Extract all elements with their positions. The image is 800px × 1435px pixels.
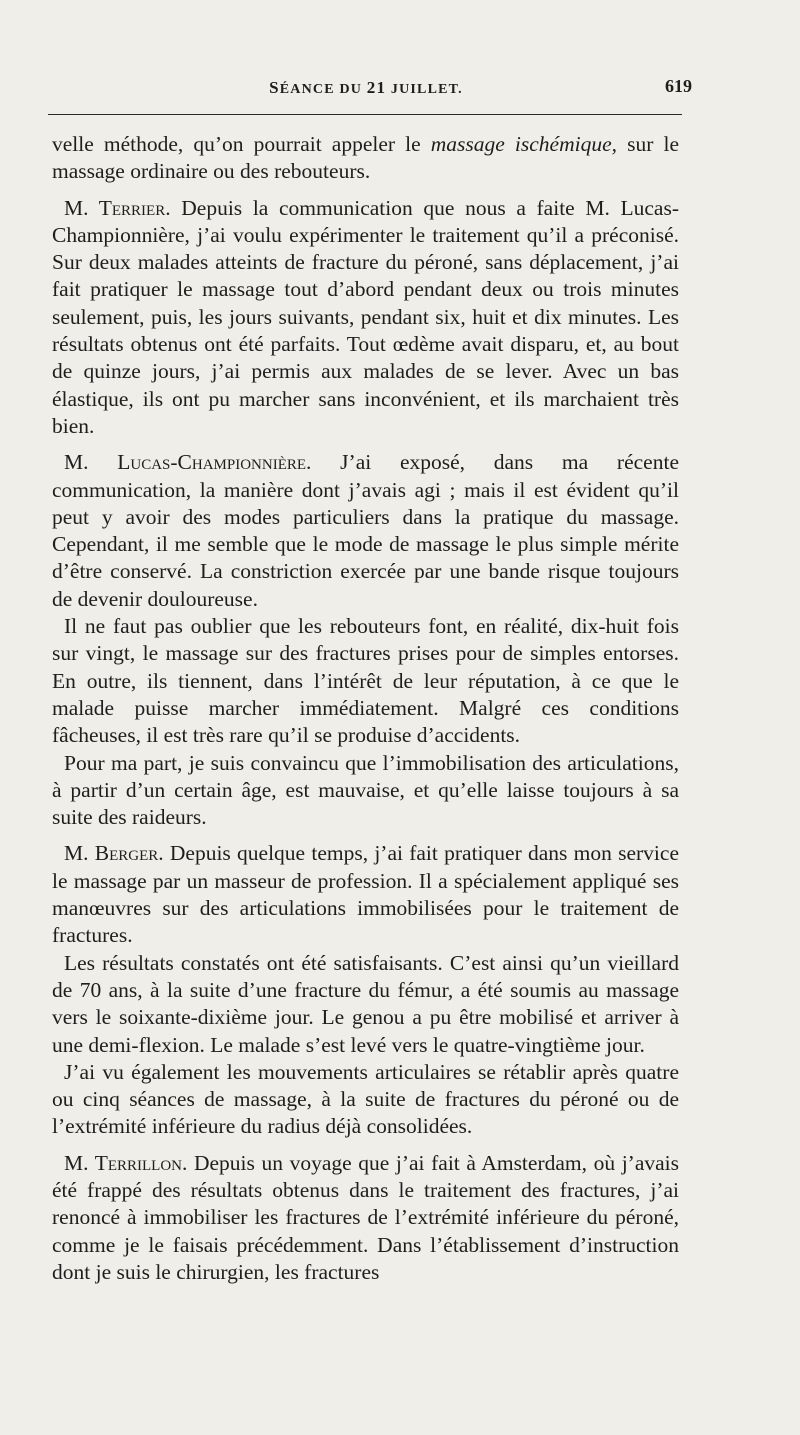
speaker-terrillon: M. Terrillon. [64, 1150, 188, 1175]
p9-text: Depuis un voyage que j’ai fait à Amsterdam, où j’avais été frappé des résultats obtenus dans le traitement des fractures, j’ai renoncé à immobiliser les fractures de l’extrémité inférieure du péroné, comme je le faisais précédemment. Dans l’établissement d’instruction dont je suis le chirurgien, les fractures [52, 1150, 679, 1284]
running-title [50, 78, 682, 98]
paragraph-3 [52, 449, 679, 613]
paragraph-8: J’ai vu également les mouvements articulaires se rétablir après quatre ou cinq séances de massage, à la suite de fractures du péroné ou de l’extrémité inférieure du radius déjà consolidées. [52, 1059, 679, 1139]
page-number: 619 [665, 76, 692, 96]
paragraph-9 [52, 1150, 679, 1286]
title-part-2: JUILLET. [386, 82, 463, 97]
p3-text: J’ai exposé, dans ma récente communication, la manière dont j’avais agi ; mais il est évident qu’il peut y avoir des modes particuliers dans la pratique du massage. Cependant, il me semble que le mode de massage le plus simple mérite d’être conservé. La constriction exercée par une bande risque toujours de devenir douloureuse. [52, 450, 679, 611]
header-rule [48, 114, 682, 115]
speaker-berger: M. Berger. [64, 841, 164, 866]
p6-text: Depuis quelque temps, j’ai fait pratiquer dans mon service le massage par un masseur de profession. Il a spécialement appliqué ses manœuvres sur des articulations immobilisées pour le traitement de fractures. [52, 841, 679, 948]
paragraph-6 [52, 840, 679, 949]
p1-text-b: , sur le massage ordinaire ou des rebouteurs. [52, 132, 679, 184]
paragraph-1 [52, 131, 679, 186]
running-header [50, 72, 692, 104]
speaker-terrier: M. Terrier. [64, 195, 171, 220]
speaker-lucas-championniere: M. Lucas-Championnière. [64, 450, 312, 475]
p1-text-a: velle méthode, qu’on pourrait appeler le [52, 132, 431, 156]
title-date: 21 [366, 78, 387, 97]
paragraph-4: Il ne faut pas oublier que les rebouteurs font, en réalité, dix-huit fois sur vingt, le massage sur des fractures prises pour de simples entorses. En outre, ils tiennent, dans l’intérêt de leur réputation, à ce que le malade puisse marcher immédiatement. Malgré ces conditions fâcheuses, il est très rare qu’il se produise d’accidents. [52, 614, 679, 748]
paragraph-5: Pour ma part, je suis convaincu que l’immobilisation des articulations, à partir d’un certain âge, est mauvaise, et qu’elle laisse toujours à sa suite des raideurs. [52, 750, 679, 830]
p2-text: Depuis la communication que nous a faite M. Lucas-Championnière, j’ai voulu expérimenter le traitement qu’il a préconisé. Sur deux malades atteints de fracture du péroné, sans déplacement, j’ai fait pratiquer le massage tout d’abord pendant deux ou trois minutes seulement, puis, les jours suivants, pendant six, huit et dix minutes. Les résultats obtenus ont été parfaits. Tout œdème avait disparu, et, au bout de quinze jours, j’ai permis aux malades de se lever. Avec un bas élastique, ils ont pu marcher sans inconvénient, et ils marchaient très bien. [52, 195, 679, 438]
title-part-1: ÉANCE DU [279, 82, 367, 97]
title-initial: S [269, 78, 280, 97]
paragraph-2 [52, 195, 679, 441]
paragraph-7: Les résultats constatés ont été satisfaisants. C’est ainsi qu’un vieillard de 70 ans, à la suite d’une fracture du fémur, a été soumis au massage vers le soixante-dixième jour. Le genou a pu être mobilisé et arriver à une demi-flexion. Le malade s’est levé vers le quatre-vingtième jour. [52, 950, 679, 1057]
body-text [52, 131, 679, 1286]
italic-term: massage ischémique [430, 132, 612, 156]
